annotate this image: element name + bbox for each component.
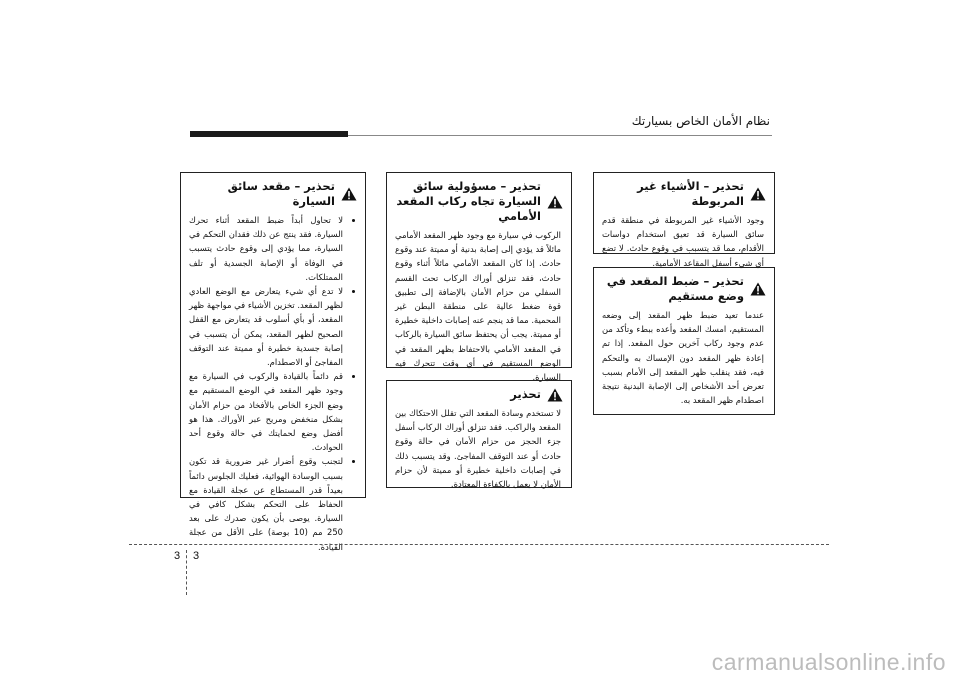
box-body: لا تستخدم وسادة المقعد التي تقلل الاحتكاك بين المقعد والراكب. فقد تنزلق أوراك الركاب أسفل جزء الحجز من حزام الأمان في حالة وقوع حادث أو عند التوقف المفاجئ. وقد يتسبب ذلك في إصابات داخلية خطيرة أو مميتة لأن حزام الأمان لا يعمل بالكفاءة المعتادة. — [395, 408, 561, 490]
box-title: تحذير — [510, 387, 541, 401]
warning-icon — [341, 187, 357, 201]
page-number-left: 3 — [174, 550, 181, 562]
box-title: تحذير – مقعد سائق السيارة — [227, 179, 335, 208]
warning-icon — [547, 388, 563, 402]
footer-divider — [129, 544, 829, 545]
page-number-divider — [186, 550, 187, 595]
page-number-right: 3 — [193, 550, 200, 562]
warning-box-unsecured-items — [593, 172, 775, 268]
warning-icon — [750, 282, 766, 296]
box-body: الركوب في سيارة مع وجود ظهر المقعد الأمامي مائلاً قد يؤدي إلى إصابة بدنية أو مميتة عند وقوع حادث. إذا كان المقعد الأمامي مائلاً أثناء وقوع حادث، فقد تنزلق أوراك الركاب تحت القسم السفلي من حزام الأمان بالإضافة إلى تطبيق قوة ضغط عالية على منطقة البطن غير المحمية. مما قد ينجم عنه إصابات داخلية خطيرة أو مميتة. يجب أن يحتفظ سائق السيارة بالركاب في المقعد الأمامي بالاحتفاظ بظهر المقعد في الوضع المستقيم في أي وقت تتحرك فيه السيارة. — [395, 230, 561, 383]
list-item: • لتجنب وقوع أضرار غير ضرورية قد تكون بسبب الوسادة الهوائية، فعليك الجلوس دائماً بعيداً قدر المستطاع عن عجلة القيادة مع الحفاظ على التحكم بشكل كافي في السيارة. يوصى بأن يكون صدرك على بعد 250 مم (10 بوصة) على الأقل من عجلة القيادة. — [189, 454, 343, 553]
warning-icon — [750, 187, 766, 201]
box-title: تحذير – الأشياء غير المربوطة — [637, 179, 744, 208]
list-item: • لا تدع أي شيء يتعارض مع الوضع العادي لظهر المقعد. تخزين الأشياء في مواجهة ظهر المقعد، أو بأي أسلوب قد يتعارض مع القفل الصحيح لظهر المقعد، يمكن أن يتسبب في إصابة جسدية خطيرة أو مميتة عند التوقف المفاجئ أو الاصطدام. — [189, 284, 343, 369]
warning-box-front-passenger-responsibility — [386, 172, 572, 383]
warning-box-seat-cushion — [386, 380, 572, 488]
box-title: تحذير – مسؤولية سائق السيارة تجاه ركاب المقعد الأمامي — [396, 179, 541, 223]
watermark: carmanualsonline.info — [711, 649, 946, 675]
warning-icon — [547, 195, 563, 209]
list-item: • قم دائماً بالقيادة والركوب في السيارة مع وجود ظهر المقعد في الوضع المستقيم مع وضع الجزء الخاص بالأفخاذ من حزام الأمان بشكل منخفض ومريح عبر الأوراك. هذا هو أفضل وضع لحمايتك في حالة وقوع أحد الحوادث. — [189, 369, 343, 454]
box-title: تحذير – ضبط المقعد في وضع مستقيم — [606, 274, 744, 303]
warning-box-seat-upright — [593, 267, 775, 415]
list-item: • لا تحاول أبداً ضبط المقعد أثناء تحرك السيارة. فقد ينتج عن ذلك فقدان التحكم في السيارة، مما يؤدي إلى وقوع حادث يتسبب في الوفاة أو الإصابة الجسدية أو تلف الممتلكات. — [189, 213, 343, 284]
warning-box-driver-seat — [180, 172, 366, 552]
box-body: وجود الأشياء غير المربوطة في منطقة قدم سائق السيارة قد تعيق استخدام دواسات الأقدام، مما قد يتسبب في وقوع حادث. لا تضع أي شيء أسفل المقاعد الأمامية. — [602, 215, 764, 268]
header-rule-accent — [190, 131, 348, 137]
box-body: عندما تعيد ضبط ظهر المقعد إلى وضعه المستقيم، امسك المقعد وأعده ببطء وتأكد من عدم وجود ركاب آخرين حول المقعد. إذا تم إعادة ظهر المقعد دون الإمساك به والتحكم فيه، فقد ينقلب ظهر المقعد إلى الأمام بسبب تعرض أحد الأشخاص إلى الإصابة البدنية نتيجة اصطدام ظهر المقعد به. — [602, 310, 764, 406]
header-title: نظام الأمان الخاص بسيارتك — [631, 114, 770, 128]
